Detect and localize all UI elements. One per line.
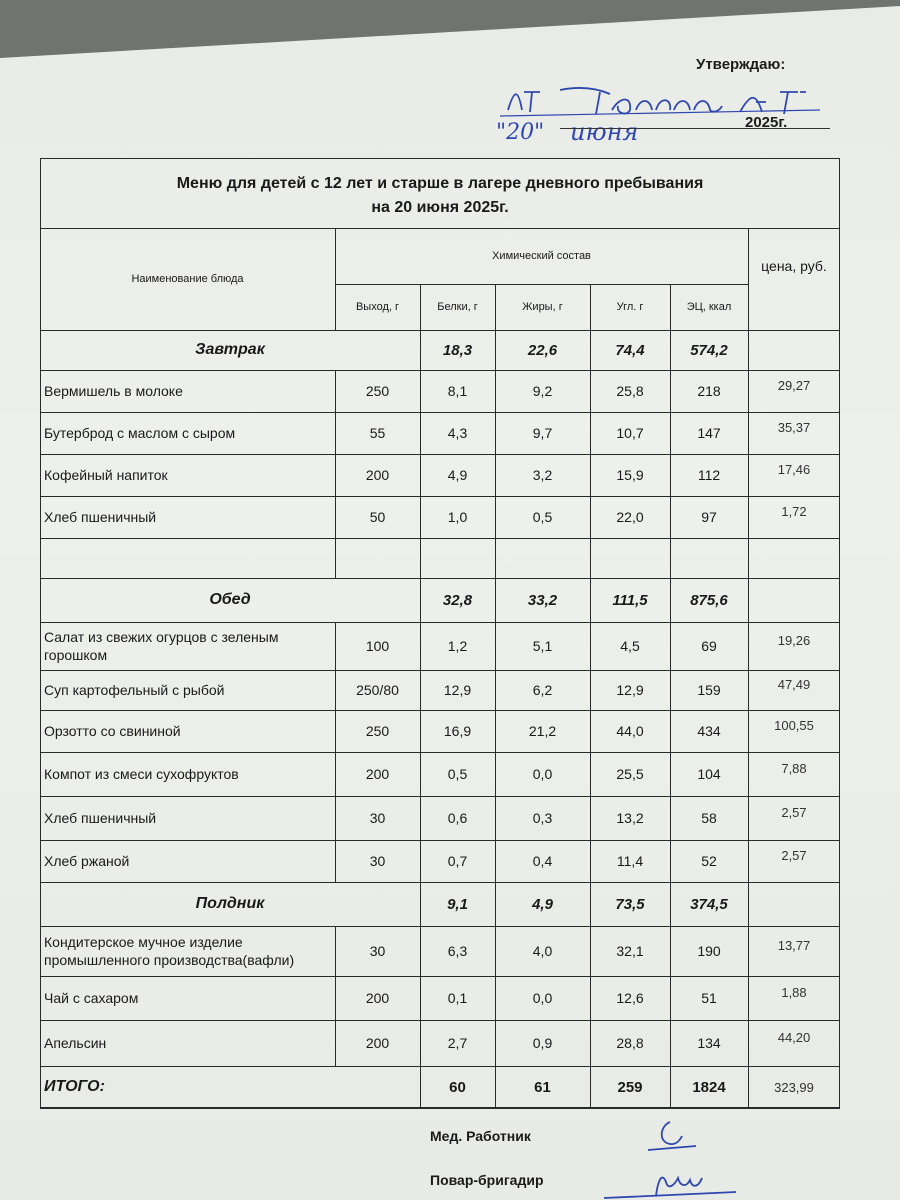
dish-yield: 30 bbox=[369, 853, 386, 869]
dish-fat: 0,4 bbox=[532, 853, 553, 869]
dish-carb: 44,0 bbox=[616, 723, 644, 739]
dish-carb: 22,0 bbox=[616, 509, 644, 525]
header-protein: Белки, г bbox=[437, 301, 478, 313]
dish-carb: 4,5 bbox=[620, 638, 640, 654]
dish-protein: 6,3 bbox=[447, 943, 468, 959]
dish-name: Суп картофельный с рыбой bbox=[44, 682, 225, 698]
dish-name: Компот из смеси сухофруктов bbox=[44, 766, 239, 782]
dish-protein: 12,9 bbox=[443, 682, 472, 698]
section-breakfast-protein: 18,3 bbox=[442, 341, 473, 359]
dish-energy: 51 bbox=[701, 990, 717, 1006]
dish-energy: 104 bbox=[697, 766, 721, 782]
dish-name: Хлеб пшеничный bbox=[44, 509, 157, 525]
dish-price: 35,37 bbox=[777, 419, 811, 435]
dish-energy: 159 bbox=[697, 682, 721, 698]
approval-year: 2025г. bbox=[745, 114, 788, 131]
table-vline bbox=[590, 538, 591, 578]
dish-energy: 190 bbox=[697, 943, 721, 959]
section-lunch-label: Обед bbox=[209, 591, 251, 608]
approval-label: Утверждаю: bbox=[696, 56, 786, 73]
dish-name: Апельсин bbox=[44, 1035, 107, 1051]
dish-energy: 134 bbox=[697, 1035, 721, 1051]
dish-price: 7,88 bbox=[781, 760, 807, 776]
dish-yield: 200 bbox=[365, 467, 390, 483]
dish-protein: 0,1 bbox=[447, 990, 468, 1006]
header-price: цена, руб. bbox=[761, 258, 827, 274]
section-snack-protein: 9,1 bbox=[447, 895, 468, 913]
dish-yield: 50 bbox=[369, 509, 386, 525]
dish-protein: 0,6 bbox=[447, 810, 468, 826]
header-yield: Выход, г bbox=[355, 301, 400, 313]
dish-carb: 12,6 bbox=[616, 990, 644, 1006]
section-lunch-carb: 111,5 bbox=[612, 591, 648, 609]
menu-title bbox=[40, 172, 840, 220]
section-snack-energy: 374,5 bbox=[690, 895, 728, 913]
section-snack-fat: 4,9 bbox=[532, 895, 553, 913]
dish-name: Кондитерское мучное изделие промышленного производства(вафли) bbox=[44, 934, 295, 968]
dish-price: 29,27 bbox=[777, 377, 811, 393]
dish-fat: 0,5 bbox=[532, 509, 553, 525]
section-lunch-energy: 875,6 bbox=[690, 591, 728, 609]
dish-protein: 1,2 bbox=[447, 638, 468, 654]
dish-fat: 3,2 bbox=[532, 467, 553, 483]
dish-protein: 4,9 bbox=[447, 467, 468, 483]
header-dish-name: Наименование блюда bbox=[131, 273, 244, 285]
dish-price: 44,20 bbox=[777, 1029, 811, 1045]
total-price: 323,99 bbox=[774, 1079, 814, 1095]
dish-fat: 21,2 bbox=[528, 723, 557, 739]
dish-yield: 200 bbox=[365, 766, 390, 782]
table-vline bbox=[335, 538, 336, 578]
dish-fat: 9,2 bbox=[532, 383, 553, 399]
dish-yield: 250 bbox=[365, 723, 390, 739]
dish-price: 2,57 bbox=[781, 804, 807, 820]
table-vline bbox=[420, 538, 421, 578]
dish-energy: 112 bbox=[697, 467, 721, 483]
header-energy: ЭЦ, ккал bbox=[686, 301, 732, 313]
dish-yield: 30 bbox=[369, 943, 386, 959]
dish-energy: 434 bbox=[697, 723, 721, 739]
dish-carb: 25,8 bbox=[616, 383, 644, 399]
head-cook-signature bbox=[600, 1160, 740, 1200]
approval-date-day: "20" bbox=[496, 120, 545, 145]
dish-price: 13,77 bbox=[777, 937, 811, 953]
dish-protein: 0,5 bbox=[447, 766, 468, 782]
table-vline bbox=[495, 538, 496, 578]
dish-carb: 15,9 bbox=[616, 467, 644, 483]
dish-protein: 2,7 bbox=[447, 1035, 468, 1051]
section-lunch-fat: 33,2 bbox=[527, 591, 558, 609]
dish-name: Кофейный напиток bbox=[44, 467, 168, 483]
dish-price: 1,88 bbox=[781, 984, 807, 1000]
dish-name: Бутерброд с маслом с сыром bbox=[44, 425, 236, 441]
dish-fat: 5,1 bbox=[532, 638, 553, 654]
table-vline bbox=[670, 538, 671, 578]
section-breakfast-carb: 74,4 bbox=[615, 341, 645, 359]
section-lunch-protein: 32,8 bbox=[442, 591, 473, 609]
header-fat: Жиры, г bbox=[522, 301, 563, 313]
dish-name: Салат из свежих огурцов с зеленым горошком bbox=[44, 629, 279, 663]
dish-energy: 97 bbox=[701, 509, 717, 525]
dish-yield: 250 bbox=[365, 383, 390, 399]
dish-yield: 200 bbox=[365, 1035, 390, 1051]
dish-fat: 6,2 bbox=[532, 682, 553, 698]
dish-protein: 4,3 bbox=[447, 425, 468, 441]
dish-yield: 100 bbox=[365, 638, 390, 654]
dish-carb: 25,5 bbox=[616, 766, 644, 782]
dish-name: Хлеб пшеничный bbox=[44, 810, 157, 826]
dish-energy: 147 bbox=[697, 425, 721, 441]
total-protein: 60 bbox=[449, 1078, 466, 1096]
section-breakfast-label: Завтрак bbox=[195, 341, 265, 358]
dish-price: 1,72 bbox=[781, 503, 807, 519]
total-fat: 61 bbox=[534, 1078, 551, 1096]
section-breakfast-energy: 574,2 bbox=[690, 341, 728, 359]
row-divider bbox=[40, 1108, 840, 1109]
dish-price: 47,49 bbox=[777, 676, 811, 692]
dish-energy: 52 bbox=[701, 853, 717, 869]
dish-fat: 0,3 bbox=[532, 810, 553, 826]
dish-energy: 58 bbox=[701, 810, 717, 826]
dish-price: 100,55 bbox=[774, 717, 814, 733]
dish-carb: 32,1 bbox=[616, 943, 644, 959]
dish-carb: 12,9 bbox=[616, 682, 644, 698]
dish-name: Орзотто со свининой bbox=[44, 723, 181, 739]
dish-carb: 28,8 bbox=[616, 1035, 644, 1051]
dish-energy: 69 bbox=[701, 638, 717, 654]
dish-protein: 0,7 bbox=[447, 853, 468, 869]
dish-fat: 9,7 bbox=[532, 425, 553, 441]
dish-carb: 13,2 bbox=[616, 810, 644, 826]
med-worker-label: Мед. Работник bbox=[430, 1128, 531, 1144]
dish-carb: 11,4 bbox=[616, 853, 644, 869]
dish-name: Хлеб ржаной bbox=[44, 853, 130, 869]
dish-yield: 30 bbox=[369, 810, 386, 826]
head-cook-label: Повар-бригадир bbox=[430, 1172, 544, 1188]
menu-title-line2: на 20 июня 2025г. bbox=[371, 199, 509, 216]
dish-energy: 218 bbox=[697, 383, 721, 399]
dish-protein: 16,9 bbox=[443, 723, 472, 739]
total-carb: 259 bbox=[617, 1078, 643, 1096]
med-worker-signature bbox=[640, 1116, 700, 1156]
dish-fat: 4,0 bbox=[532, 943, 553, 959]
section-snack-label: Полдник bbox=[195, 895, 265, 912]
dish-price: 17,46 bbox=[777, 461, 811, 477]
dish-carb: 10,7 bbox=[616, 425, 644, 441]
dish-price: 19,26 bbox=[777, 632, 811, 648]
menu-title-line1: Меню для детей с 12 лет и старше в лагере дневного пребывания bbox=[176, 175, 704, 192]
dish-fat: 0,9 bbox=[532, 1035, 553, 1051]
section-breakfast-fat: 22,6 bbox=[527, 341, 558, 359]
section-snack-carb: 73,5 bbox=[615, 895, 645, 913]
dish-yield: 200 bbox=[365, 990, 390, 1006]
dish-fat: 0,0 bbox=[532, 990, 553, 1006]
dish-yield: 55 bbox=[369, 425, 386, 441]
header-chemical-composition: Химический состав bbox=[492, 250, 591, 262]
header-carb: Угл. г bbox=[616, 301, 644, 313]
total-energy: 1824 bbox=[692, 1078, 726, 1096]
table-vline bbox=[748, 538, 749, 578]
dish-name: Вермишель в молоке bbox=[44, 383, 183, 399]
dish-fat: 0,0 bbox=[532, 766, 553, 782]
dish-protein: 8,1 bbox=[447, 383, 468, 399]
dish-name: Чай с сахаром bbox=[44, 990, 139, 1006]
approval-date-underline bbox=[560, 128, 830, 129]
total-label: ИТОГО: bbox=[44, 1078, 105, 1095]
dish-protein: 1,0 bbox=[447, 509, 468, 525]
approval-date-month: июня bbox=[570, 118, 639, 146]
row-divider bbox=[40, 538, 840, 539]
dish-yield: 250/80 bbox=[356, 682, 399, 698]
dish-price: 2,57 bbox=[781, 847, 807, 863]
